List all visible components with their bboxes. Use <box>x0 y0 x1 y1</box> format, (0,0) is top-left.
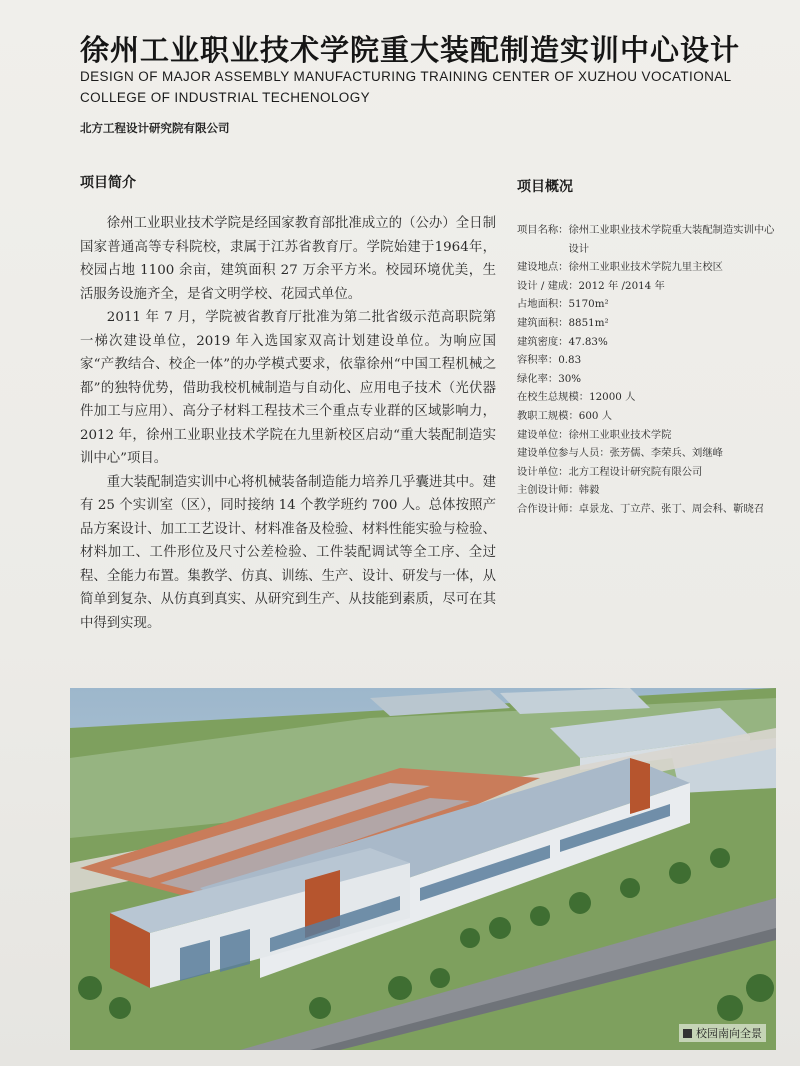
overview-value: 0.83 <box>558 354 582 367</box>
overview-row <box>517 277 782 296</box>
overview-heading: 项目概况 <box>517 179 573 195</box>
overview-row <box>517 295 782 314</box>
overview-key: 建设地点： <box>517 261 569 274</box>
overview-value: 8851m² <box>568 316 609 329</box>
photo-caption <box>679 1024 766 1042</box>
overview-key: 建设单位参与人员： <box>517 447 610 460</box>
overview-row <box>517 388 782 407</box>
overview-row <box>517 444 782 463</box>
overview-row <box>517 314 782 333</box>
aerial-rendering-illustration <box>70 688 776 1050</box>
overview-row <box>517 221 782 258</box>
overview-value: 徐州工业职业技术学院重大装配制造实训中心设计 <box>568 224 775 255</box>
overview-row <box>517 481 782 500</box>
overview-value: 徐州工业职业技术学院 <box>568 428 672 441</box>
overview-row <box>517 333 782 352</box>
page-title: 徐州工业职业技术学院重大装配制造实训中心设计 <box>80 33 741 67</box>
caption-text: 校园南向全景 <box>696 1027 762 1040</box>
overview-value: 北方工程设计研究院有限公司 <box>568 465 703 478</box>
page-subtitle-en: DESIGN OF MAJOR ASSEMBLY MANUFACTURING TRAINING CENTER OF XUZHOU VOCATIONAL COLLEGE OF INDUSTRIAL TECHENOLOGY <box>80 69 732 105</box>
overview-value: 30% <box>558 372 582 385</box>
overview-key: 教职工规模： <box>517 409 579 422</box>
overview-value: 卓景龙、丁立芹、张丁、周会科、靳晓召 <box>578 502 765 515</box>
overview-key: 主创设计师： <box>517 484 579 497</box>
overview-key: 容积率： <box>517 354 559 367</box>
caption-square-icon <box>683 1029 692 1038</box>
overview-key: 设计单位： <box>517 465 569 478</box>
overview-key: 在校生总规模： <box>517 391 590 404</box>
campus-aerial-photo <box>70 688 776 1050</box>
overview-value: 2012 年 /2014 年 <box>578 279 665 292</box>
overview-row <box>517 351 782 370</box>
intro-heading: 项目简介 <box>80 175 136 191</box>
intro-paragraph: 重大装配制造实训中心将机械装备制造能力培养几乎囊进其中。建有 25 个实训室（区），同时接纳 14 个教学班约 700 人。总体按照产品方案设计、加工工艺设计、材料准备及检验、材料性能实验与检验、材料加工、工件形位及尺寸公差检验、工件装配调试等全工序、全过程、全能力布置。集教学、仿真、训练、生产、设计、研发与一体，从简单到复杂、从仿真到真实、从研究到生产、从技能到素质，尽可在其中得到实现。 <box>80 474 496 631</box>
overview-key: 建筑密度： <box>517 335 569 348</box>
overview-value: 徐州工业职业技术学院九里主校区 <box>568 261 723 274</box>
overview-row <box>517 463 782 482</box>
overview-key: 项目名称： <box>517 224 569 236</box>
overview-key: 建设单位： <box>517 428 569 441</box>
overview-key: 合作设计师： <box>517 502 579 515</box>
company-name: 北方工程设计研究院有限公司 <box>80 121 230 135</box>
overview-list <box>517 221 782 519</box>
overview-value: 600 人 <box>578 409 613 422</box>
overview-key: 绿化率： <box>517 372 559 385</box>
overview-row <box>517 500 782 519</box>
overview-key: 建筑面积： <box>517 316 569 329</box>
overview-key: 设计 / 建成： <box>517 279 579 292</box>
overview-value: 47.83% <box>568 335 608 348</box>
intro-text <box>80 212 496 635</box>
overview-value: 韩毅 <box>578 484 600 497</box>
intro-paragraph: 徐州工业职业技术学院是经国家教育部批准成立的（公办）全日制国家普通高等专科院校，隶属于江苏省教育厅。学院始建于1964年，校园占地 1100 余亩，建筑面积 27 万余平方米。校园环境优美，生活服务设施齐全，是省文明学校、花园式单位。 <box>80 216 496 302</box>
overview-value: 12000 人 <box>589 391 636 404</box>
overview-value: 5170m² <box>568 298 609 311</box>
overview-key: 占地面积： <box>517 298 569 311</box>
overview-row <box>517 426 782 445</box>
overview-row <box>517 370 782 389</box>
overview-row <box>517 407 782 426</box>
intro-paragraph: 2011 年 7 月，学院被省教育厅批准为第二批省级示范高职院第一梯次建设单位，2019 年入选国家双高计划建设单位。为响应国家“产教结合、校企一体”的办学模式要求，依靠徐州“中国工程机械之都”的独特优势，借助我校机械制造与自动化、应用电子技术（光伏器件加工与应用）、高分子材料工程技术三个重点专业群的区域影响力，2012 年，徐州工业职业技术学院在九里新校区启动“重大装配制造实训中心”项目。 <box>80 310 496 466</box>
overview-row <box>517 258 782 277</box>
overview-value: 张芳儒、李荣兵、刘继峰 <box>609 447 723 460</box>
